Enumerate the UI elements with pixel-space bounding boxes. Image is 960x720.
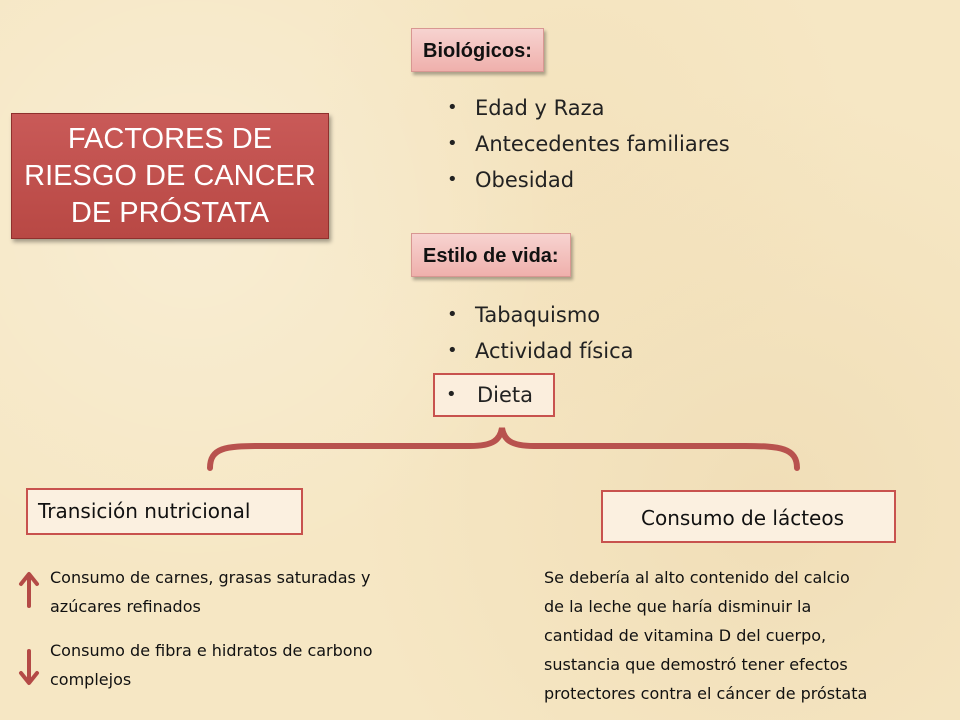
bullet-icon: • — [447, 133, 458, 154]
text-line: cantidad de vitamina D del cuerpo, — [544, 626, 827, 645]
list-item-text: Antecedentes familiares — [475, 132, 730, 156]
up-consumption-text — [50, 563, 370, 621]
text-line: Consumo de fibra e hidratos de carbono — [50, 641, 373, 660]
bullet-icon: • — [447, 169, 458, 190]
text-line: sustancia que demostró tener efectos — [544, 655, 848, 674]
dieta-text: Dieta — [477, 383, 534, 407]
lacteos-label: Consumo de lácteos — [641, 506, 845, 530]
title-line-3: DE PRÓSTATA — [70, 196, 270, 229]
estilo-label: Estilo de vida: — [423, 245, 559, 267]
list-item-text: Obesidad — [475, 168, 575, 192]
transicion-box — [26, 488, 303, 535]
text-line: Se debería al alto contenido del calcio — [544, 568, 850, 587]
arrow-up-icon — [21, 574, 37, 606]
transicion-label: Transición nutricional — [38, 499, 251, 523]
text-line: protectores contra el cáncer de próstata — [544, 684, 868, 703]
arrow-down-icon — [21, 651, 37, 683]
title-line-1: FACTORES DE — [67, 122, 273, 155]
list-item-text: Actividad física — [475, 339, 634, 363]
text-line: de la leche que haría disminuir la — [544, 597, 812, 616]
lacteos-description — [544, 563, 867, 708]
down-consumption-text — [50, 636, 373, 694]
list-item-text: Tabaquismo — [475, 303, 601, 327]
text-line: Consumo de carnes, grasas saturadas y — [50, 568, 371, 587]
curly-brace-icon — [210, 428, 797, 468]
bullet-icon: • — [446, 384, 457, 405]
list-item-text: Edad y Raza — [475, 96, 605, 120]
biologicos-label: Biológicos: — [423, 40, 532, 62]
bullet-icon: • — [447, 304, 458, 325]
text-line: complejos — [50, 670, 132, 689]
bullet-icon: • — [447, 340, 458, 361]
text-line: azúcares refinados — [50, 597, 201, 616]
title-line-2: RIESGO DE CANCER — [24, 159, 316, 192]
bullet-icon: • — [447, 97, 458, 118]
lacteos-box — [601, 490, 896, 543]
